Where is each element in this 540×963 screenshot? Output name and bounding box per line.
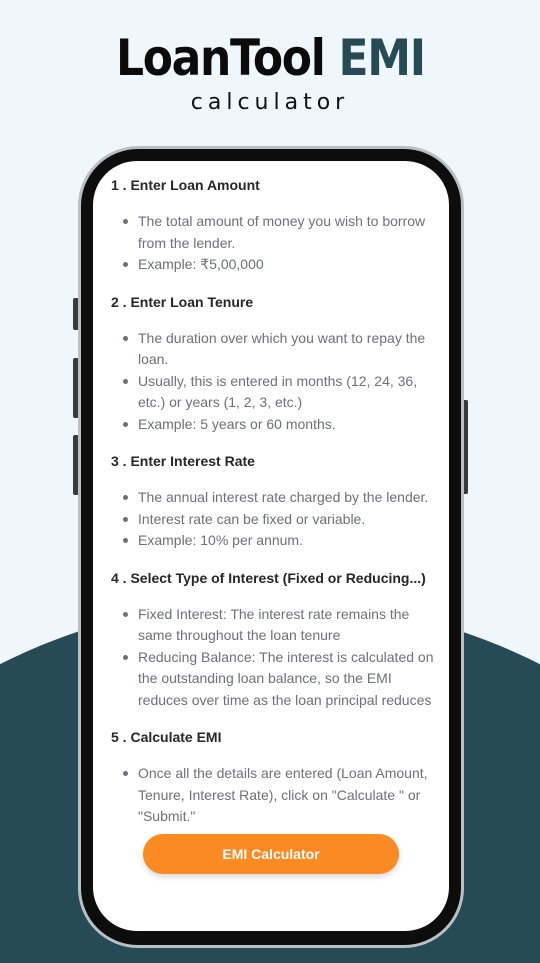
list-item: Interest rate can be fixed or variable. [111,509,441,531]
list-item: Example: 10% per annum. [111,530,441,552]
list-item: Reducing Balance: The interest is calculated on the outstanding loan balance, so the EMI reduces over time as the loan principal reduces [111,647,441,712]
section-loan-amount [111,175,441,276]
list-item: The total amount of money you wish to borrow from the lender. [111,211,441,254]
section-list [111,763,441,828]
emi-calculator-button[interactable]: EMI Calculator [143,834,399,874]
section-heading: 5 . Calculate EMI [111,729,222,745]
header [0,28,540,116]
section-list [111,604,441,712]
title-accent: EMI [338,29,425,87]
section-heading: 1 . Enter Loan Amount [111,177,260,193]
section-list [111,487,441,552]
title-main: LoanTool [115,29,325,87]
section-interest-rate [111,451,441,552]
phone-screen [93,161,449,931]
instructions [111,175,441,844]
list-item: Fixed Interest: The interest rate remains the same throughout the loan tenure [111,604,441,647]
list-item: The annual interest rate charged by the lender. [111,487,441,509]
section-heading: 2 . Enter Loan Tenure [111,293,254,310]
section-interest-type [111,568,441,712]
section-heading: 4 . Select Type of Interest (Fixed or Reducing...) [111,569,426,586]
list-item: Once all the details are entered (Loan Amount, Tenure, Interest Rate), click on "Calculate " or "Submit." [111,763,441,828]
section-list [111,328,441,436]
section-calculate-emi [111,727,441,828]
section-heading: 3 . Enter Interest Rate [111,453,255,469]
list-item: The duration over which you want to repay the loan. [111,328,441,371]
section-loan-tenure [111,292,441,436]
app-subtitle: calculator [190,90,350,115]
app-title [116,28,425,88]
section-list [111,211,441,276]
list-item: Example: ₹5,00,000 [111,254,441,276]
list-item: Usually, this is entered in months (12, 24, 36, etc.) or years (1, 2, 3, etc.) [111,371,441,414]
list-item: Example: 5 years or 60 months. [111,414,441,436]
